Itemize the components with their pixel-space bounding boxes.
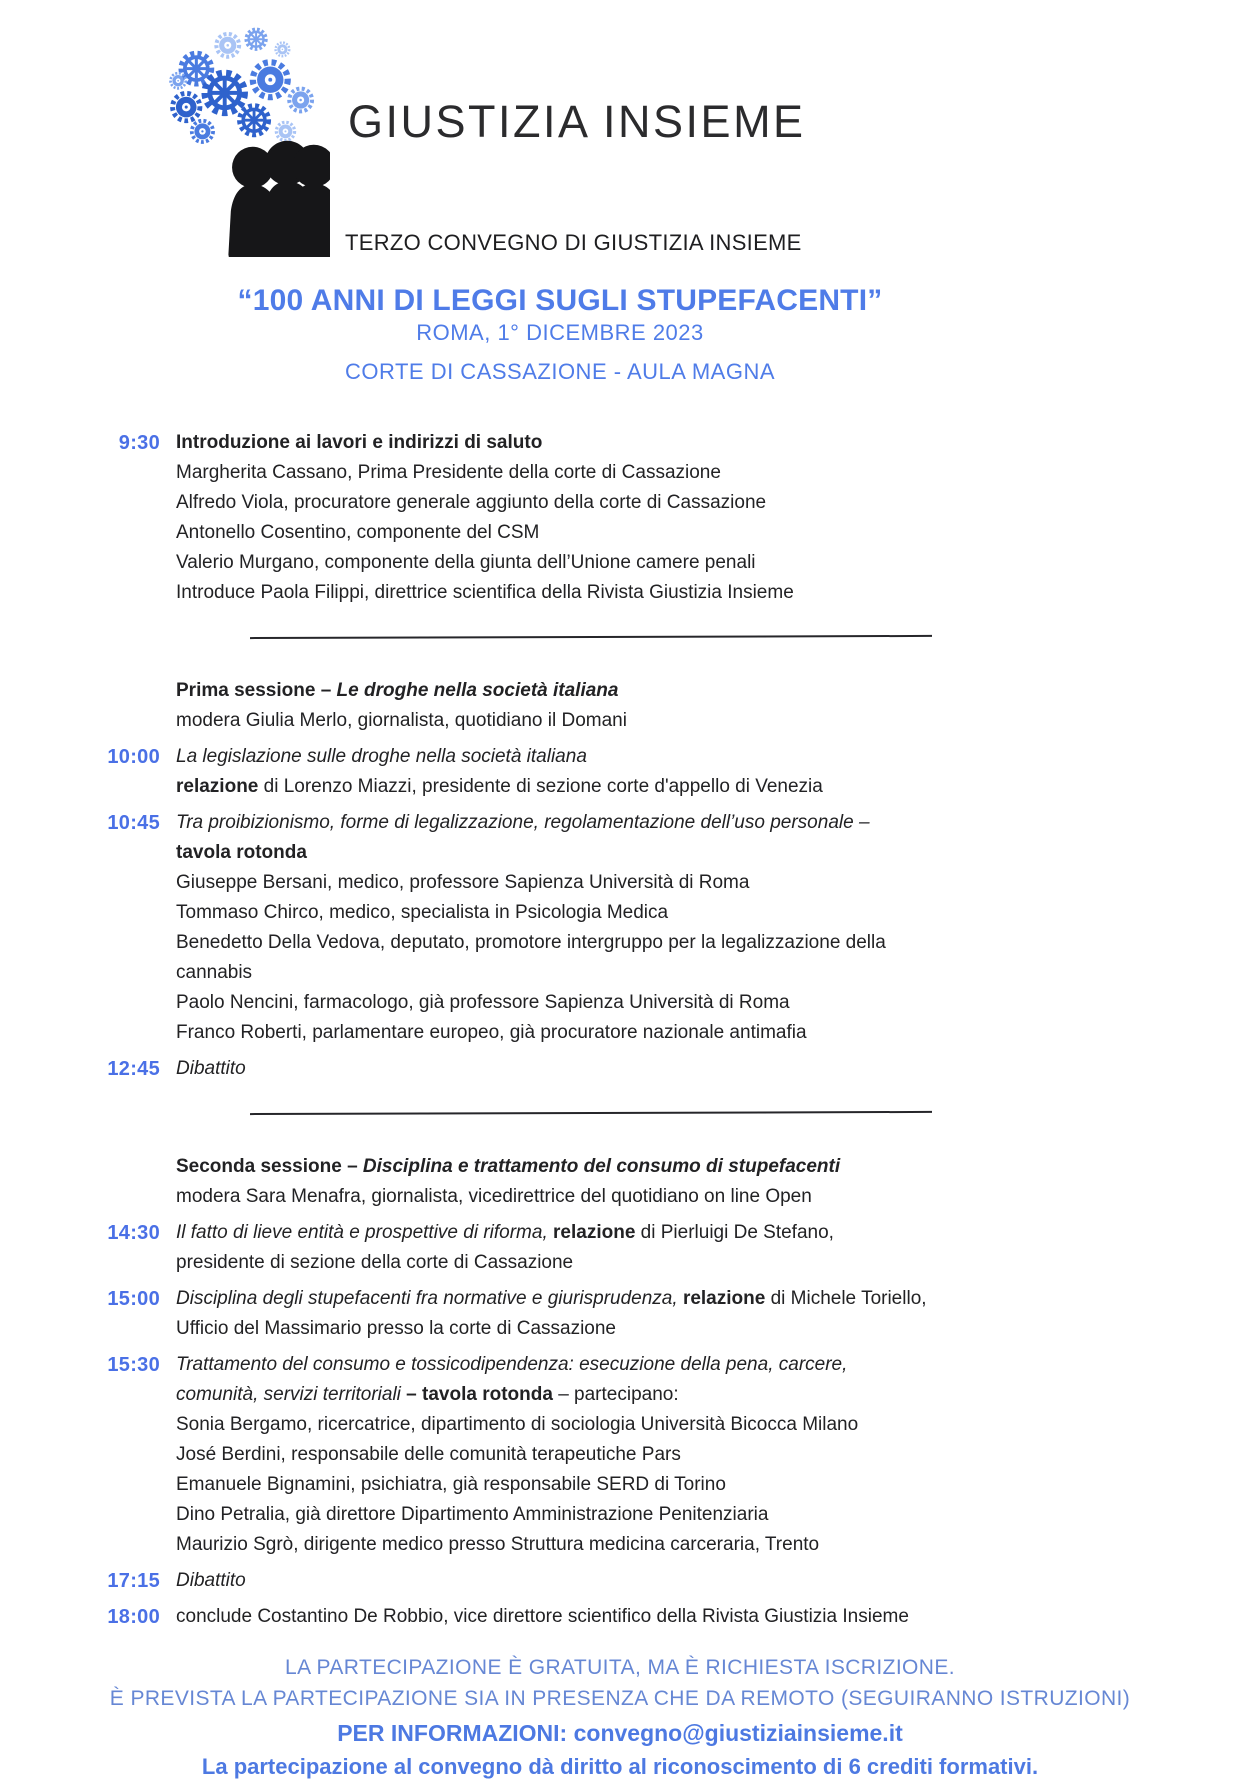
session-heading bbox=[0, 1152, 1240, 1212]
section-divider bbox=[250, 1111, 932, 1115]
entry-content bbox=[176, 1054, 1156, 1084]
entry-line bbox=[176, 578, 1156, 608]
entry-line bbox=[176, 488, 1156, 518]
text-segment: Disciplina e trattamento del consumo di stupefacenti bbox=[362, 1156, 841, 1177]
time-label: 10:00 bbox=[107, 746, 160, 768]
entry-line bbox=[176, 1500, 1156, 1530]
text-segment: cannabis bbox=[176, 962, 253, 983]
text-segment: Antonello Cosentino, componente del CSM bbox=[176, 522, 540, 543]
text-segment: Il fatto di lieve entità e prospettive di riforma, bbox=[176, 1222, 554, 1243]
text-segment: Maurizio Sgrò, dirigente medico presso Struttura medicina carceraria, Trento bbox=[176, 1534, 820, 1555]
entry-line bbox=[176, 1054, 1156, 1084]
entry-content bbox=[176, 1350, 1156, 1560]
entry-line bbox=[176, 1314, 1156, 1344]
text-segment: di Lorenzo Miazzi, presidente di sezione corte d'appello di Venezia bbox=[258, 776, 823, 797]
footer-remote-note: È PREVISTA LA PARTECIPAZIONE SIA IN PRESENZA CHE DA REMOTO (SEGUIRANNO ISTRUZIONI) bbox=[109, 1687, 1131, 1710]
event-venue: CORTE DI CASSAZIONE - AULA MAGNA bbox=[344, 359, 775, 384]
entry-line bbox=[176, 1218, 1156, 1248]
time-label: 18:00 bbox=[107, 1606, 160, 1628]
entry-line bbox=[176, 1284, 1156, 1314]
entry-content bbox=[176, 1152, 1156, 1212]
text-segment: relazione bbox=[553, 1222, 636, 1243]
schedule-entry bbox=[0, 1566, 1240, 1596]
text-segment: Tommaso Chirco, medico, specialista in Psicologia Medica bbox=[176, 902, 669, 923]
entry-line bbox=[176, 1566, 1156, 1596]
text-segment: modera Giulia Merlo, giornalista, quotidiano il Domani bbox=[176, 710, 627, 731]
entry-line bbox=[176, 518, 1156, 548]
entry-line bbox=[176, 928, 1156, 958]
text-segment: Tra proibizionismo, forme di legalizzazione, regolamentazione dell’uso personale – bbox=[176, 812, 870, 833]
gears-cluster-icon bbox=[171, 29, 312, 142]
entry-line bbox=[176, 428, 1156, 458]
schedule-entry bbox=[0, 1218, 1240, 1278]
text-segment: Dibattito bbox=[176, 1058, 246, 1079]
text-segment: relazione bbox=[682, 1288, 766, 1309]
entry-content bbox=[176, 808, 1156, 1048]
text-segment: Benedetto Della Vedova, deputato, promotore intergruppo per la legalizzazione della bbox=[176, 932, 886, 953]
footer-registration-note: LA PARTECIPAZIONE È GRATUITA, MA È RICHIESTA ISCRIZIONE. bbox=[284, 1656, 956, 1679]
header bbox=[0, 0, 1240, 400]
entry-line bbox=[176, 458, 1156, 488]
contact-email-line: PER INFORMAZIONI: convegno@giustiziainsieme.it bbox=[337, 1720, 903, 1746]
entry-line bbox=[176, 988, 1156, 1018]
text-segment: Introduzione ai lavori e indirizzi di saluto bbox=[176, 432, 543, 453]
text-segment: La legislazione sulle droghe nella società italiana bbox=[176, 746, 587, 767]
text-segment: Le droghe nella società italiana bbox=[336, 680, 619, 701]
entry-content bbox=[176, 1218, 1156, 1278]
entry-line bbox=[176, 808, 1156, 838]
text-segment: Franco Roberti, parlamentare europeo, già procuratore nazionale antimafia bbox=[176, 1022, 807, 1043]
entry-line bbox=[176, 1248, 1156, 1278]
text-segment: conclude Costantino De Robbio, vice direttore scientifico della Rivista Giustizia Insieme bbox=[176, 1606, 909, 1627]
footer bbox=[0, 1656, 1240, 1780]
text-segment: comunità, servizi territoriali bbox=[176, 1384, 407, 1405]
schedule-entry bbox=[0, 1350, 1240, 1560]
text-segment: Dibattito bbox=[176, 1570, 246, 1591]
entry-line bbox=[176, 706, 1156, 736]
text-segment: presidente di sezione della corte di Cassazione bbox=[176, 1252, 574, 1273]
text-segment: – partecipano: bbox=[552, 1384, 679, 1405]
time-label: 10:45 bbox=[107, 812, 160, 834]
text-segment: di Pierluigi De Stefano, bbox=[635, 1222, 834, 1243]
schedule-entry bbox=[0, 742, 1240, 802]
entry-line bbox=[176, 868, 1156, 898]
walking-people-icon bbox=[228, 141, 330, 257]
entry-line bbox=[176, 898, 1156, 928]
entry-content bbox=[176, 742, 1156, 802]
text-segment: Margherita Cassano, Prima Presidente della corte di Cassazione bbox=[176, 462, 721, 483]
text-segment: Alfredo Viola, procuratore generale aggiunto della corte di Cassazione bbox=[176, 492, 767, 513]
text-segment: – tavola rotonda bbox=[406, 1384, 553, 1405]
time-label: 15:00 bbox=[107, 1288, 160, 1310]
entry-line bbox=[176, 1018, 1156, 1048]
entry-line bbox=[176, 1602, 1156, 1632]
entry-line bbox=[176, 1410, 1156, 1440]
time-label: 12:45 bbox=[107, 1058, 160, 1080]
entry-line bbox=[176, 676, 1156, 706]
time-label: 17:15 bbox=[107, 1570, 160, 1592]
entry-line bbox=[176, 1350, 1156, 1380]
entry-content bbox=[176, 428, 1156, 608]
entry-line bbox=[176, 548, 1156, 578]
brand-wordmark: GIUSTIZIA INSIEME bbox=[348, 96, 806, 147]
text-segment: Seconda sessione – bbox=[176, 1156, 363, 1177]
entry-content bbox=[176, 1602, 1156, 1632]
schedule bbox=[0, 400, 1240, 1632]
text-segment: Emanuele Bignamini, psichiatra, già responsabile SERD di Torino bbox=[176, 1474, 726, 1495]
entry-line bbox=[176, 958, 1156, 988]
entry-content bbox=[176, 676, 1156, 736]
text-segment: modera Sara Menafra, giornalista, vicedirettrice del quotidiano on line Open bbox=[176, 1186, 812, 1207]
schedule-entry bbox=[0, 1284, 1240, 1344]
entry-line bbox=[176, 1440, 1156, 1470]
entry-line bbox=[176, 838, 1156, 868]
text-segment: di Michele Toriello, bbox=[765, 1288, 927, 1309]
text-segment: Giuseppe Bersani, medico, professore Sapienza Università di Roma bbox=[176, 872, 750, 893]
schedule-entry bbox=[0, 1602, 1240, 1632]
entry-line bbox=[176, 1182, 1156, 1212]
schedule-entry bbox=[0, 808, 1240, 1048]
time-label: 15:30 bbox=[107, 1354, 160, 1376]
session-heading bbox=[0, 676, 1240, 736]
text-segment: Dino Petralia, già direttore Dipartimento Amministrazione Penitenziaria bbox=[176, 1504, 769, 1525]
entry-content bbox=[176, 1566, 1156, 1596]
text-segment: Paolo Nencini, farmacologo, già professore Sapienza Università di Roma bbox=[176, 992, 790, 1013]
text-segment: Introduce Paola Filippi, direttrice scientifica della Rivista Giustizia Insieme bbox=[176, 582, 794, 603]
entry-line bbox=[176, 1380, 1156, 1410]
entry-line bbox=[176, 1470, 1156, 1500]
footer-credits-note: La partecipazione al convegno dà diritto al riconoscimento di 6 crediti formativi. bbox=[201, 1754, 1039, 1779]
text-segment: relazione bbox=[176, 776, 259, 797]
entry-line bbox=[176, 742, 1156, 772]
entry-content bbox=[176, 1284, 1156, 1344]
schedule-entry bbox=[0, 428, 1240, 608]
section-divider bbox=[250, 635, 932, 639]
entry-line bbox=[176, 1530, 1156, 1560]
entry-line bbox=[176, 1152, 1156, 1182]
text-segment: Disciplina degli stupefacenti fra normative e giurisprudenza, bbox=[176, 1288, 683, 1309]
time-label: 9:30 bbox=[118, 432, 160, 454]
text-segment: Valerio Murgano, componente della giunta dell’Unione camere penali bbox=[176, 552, 756, 573]
event-kicker: TERZO CONVEGNO DI GIUSTIZIA INSIEME bbox=[345, 230, 802, 255]
event-date: ROMA, 1° DICEMBRE 2023 bbox=[416, 320, 704, 345]
text-segment: José Berdini, responsabile delle comunità terapeutiche Pars bbox=[176, 1444, 681, 1465]
schedule-entry bbox=[0, 1054, 1240, 1084]
giustizia-insieme-logo bbox=[168, 26, 330, 257]
entry-line bbox=[176, 772, 1156, 802]
text-segment: Trattamento del consumo e tossicodipendenza: esecuzione della pena, carcere, bbox=[176, 1354, 848, 1375]
text-segment: Sonia Bergamo, ricercatrice, dipartimento di sociologia Università Bicocca Milano bbox=[176, 1414, 859, 1435]
text-segment: Ufficio del Massimario presso la corte di Cassazione bbox=[176, 1318, 616, 1339]
event-title: “100 ANNI DI LEGGI SUGLI STUPEFACENTI” bbox=[237, 284, 883, 318]
time-label: 14:30 bbox=[107, 1222, 160, 1244]
text-segment: tavola rotonda bbox=[176, 842, 307, 863]
text-segment: Prima sessione – bbox=[176, 680, 337, 701]
